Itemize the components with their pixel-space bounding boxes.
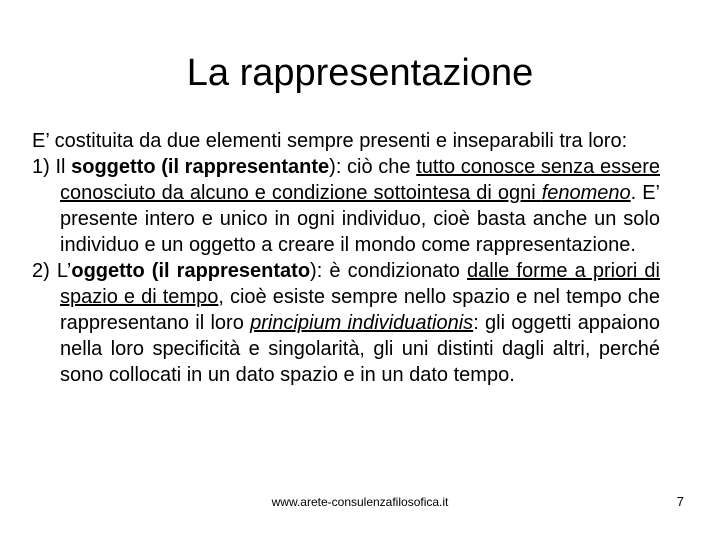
slide-title: La rappresentazione [186, 52, 534, 94]
item-2-number: 2) L’ [32, 260, 72, 282]
list-item-soggetto [32, 154, 660, 258]
intro-text: E’ costituita da due elementi sempre presenti e inseparabili tra loro: [32, 130, 628, 152]
slide-body [32, 128, 660, 388]
item-1-underlined-b: fenomeno [541, 182, 631, 204]
item-2-underlined-a: dalle forme a priori di spazio e di tempo [60, 260, 660, 308]
item-1-underlined-a: tutto conosce senza essere conosciuto da alcuno e condizione sottointesa di ogni [60, 156, 660, 204]
item-1-number: 1) Il [32, 156, 72, 178]
item-2-text-a: ): è condizionato [310, 260, 468, 282]
item-2-text-b: , cioè esiste sempre nello spazio e nel tempo che rappresentano il loro [60, 286, 660, 334]
footer-url: www.arete-consulenzafilosofica.it [271, 495, 449, 509]
item-2-underlined-b: principium individuationis [250, 312, 474, 334]
item-1-text-a: ): ciò che [329, 156, 417, 178]
page-number: 7 [676, 494, 684, 509]
item-1-term: soggetto (il rappresentante [71, 156, 330, 178]
item-2-term: oggetto (il rappresentato [71, 260, 311, 282]
item-2-text-c: : gli oggetti appaiono nella loro specificità e singolarità, gli uni distinti dagli altri, perché sono collocati in un dato spazio e in un dato tempo. [60, 312, 660, 386]
item-1-text-b: . E’ presente intero e unico in ogni individuo, cioè basta anche un solo individuo e un oggetto a creare il mondo come rappresentazione. [60, 182, 660, 256]
list-item-oggetto [32, 258, 660, 388]
